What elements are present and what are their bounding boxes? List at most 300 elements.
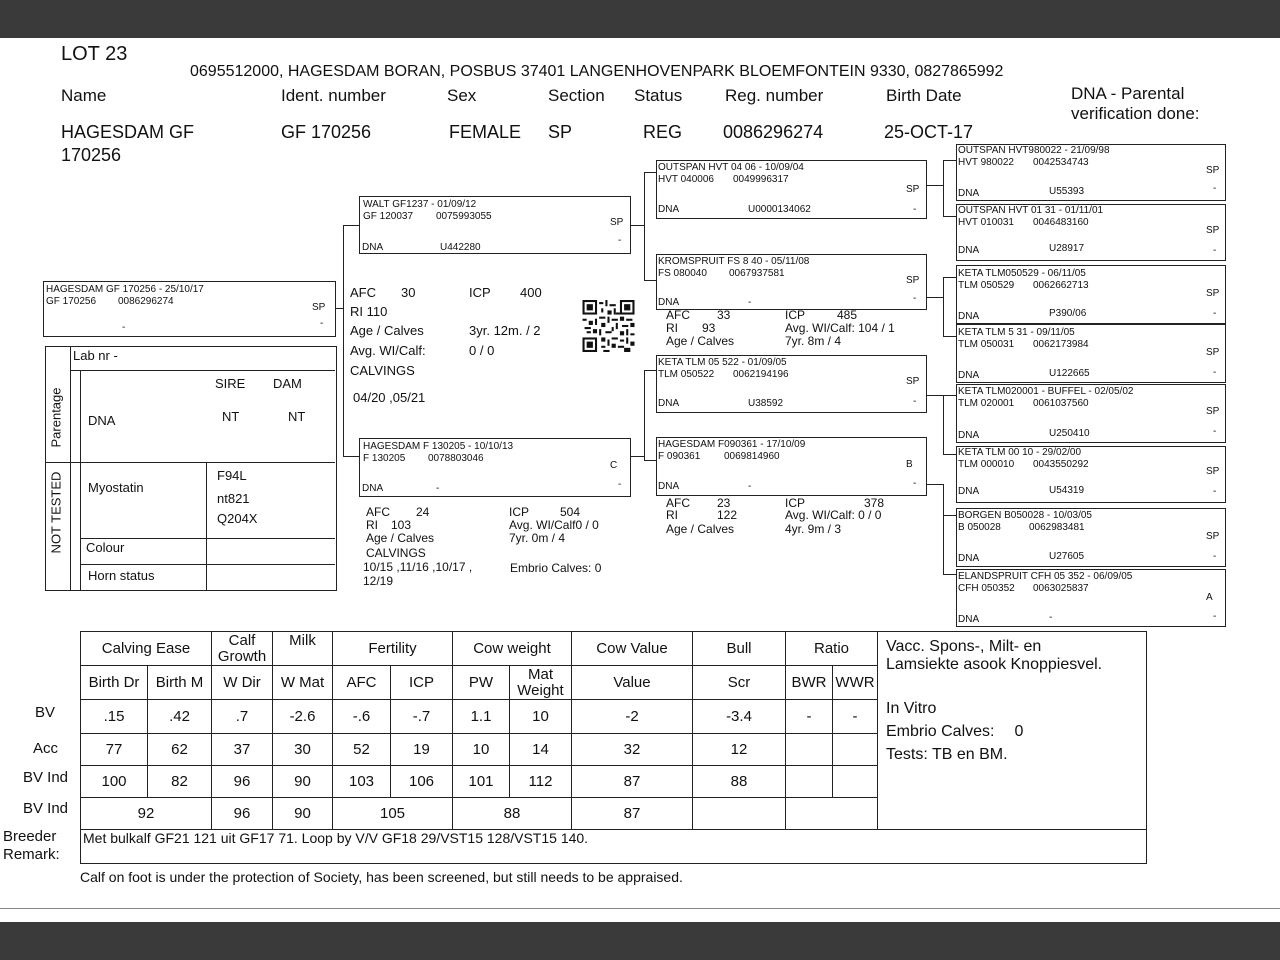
group-calving-ease: Calving Ease xyxy=(81,632,212,666)
col-scr: Scr xyxy=(693,666,786,700)
bvind-cell: 112 xyxy=(510,766,572,798)
dam-box xyxy=(359,438,631,497)
bv-cell: .15 xyxy=(81,700,148,734)
notes-embrio-label: Embrio Calves: xyxy=(886,723,995,740)
bvind2-cell: 90 xyxy=(273,798,333,830)
subject-calvings-label: CALVINGS xyxy=(350,363,415,378)
gp4-ri: 122 xyxy=(717,508,738,522)
ggp-section: SP xyxy=(1206,225,1220,236)
lab-divider xyxy=(70,370,335,371)
acc-cell xyxy=(786,734,833,766)
ggp-section: SP xyxy=(1206,466,1220,477)
bvind2-cell: 96 xyxy=(212,798,273,830)
gp-reg: 0049996317 xyxy=(733,174,789,185)
acc-cell: 52 xyxy=(333,734,391,766)
connector xyxy=(943,574,956,575)
gp2-ri-label: RI xyxy=(666,321,678,335)
ggp-dash: - xyxy=(1213,426,1217,437)
connector xyxy=(343,225,344,457)
animal-ident: GF 170256 xyxy=(281,122,372,142)
gp4-icp-label: ICP xyxy=(785,496,806,510)
gp-reg: 0067937581 xyxy=(729,268,785,279)
lab-divider xyxy=(80,538,335,539)
connector xyxy=(644,172,656,173)
subject-age-label: Age / Calves xyxy=(350,323,424,338)
ggp-reg: 0061037560 xyxy=(1033,398,1089,409)
header-dna-1: DNA - Parental xyxy=(1071,84,1185,103)
notes-invitro: In Vitro xyxy=(886,700,937,717)
breeder-remark: Met bulkalf GF21 121 uit GF17 71. Loop by V/V GF18 29/VST15 128/VST15 140. xyxy=(81,830,1147,864)
group-calf-growth: Calf Growth xyxy=(212,632,273,666)
dam-wi: Avg. WI/Calf0 / 0 xyxy=(509,518,599,532)
connector xyxy=(925,484,943,485)
ggp-dna-id: - xyxy=(1049,612,1053,623)
bvind-cell: 82 xyxy=(148,766,212,798)
ggp-dna-label: DNA xyxy=(958,430,980,441)
header-name: Name xyxy=(61,86,107,105)
row-label-bvind: BV Ind xyxy=(23,769,69,786)
ggp-section: SP xyxy=(1206,288,1220,299)
lab-nt821: nt821 xyxy=(217,491,250,506)
bvind-cell: 100 xyxy=(81,766,148,798)
gp-reg: 0062194196 xyxy=(733,369,789,380)
header-dna-2: verification done: xyxy=(1071,104,1200,123)
col-bwr: BWR xyxy=(786,666,833,700)
lab-divider xyxy=(80,370,81,590)
col-afc: AFC xyxy=(333,666,391,700)
bvind-cell xyxy=(786,766,833,798)
group-cow-weight: Cow weight xyxy=(453,632,572,666)
animal-name-2: 170256 xyxy=(61,145,122,165)
subject-age: 3yr. 12m. / 2 xyxy=(469,323,541,338)
connector xyxy=(644,280,656,281)
bvind2-cell xyxy=(693,798,786,830)
gp-dna-id: U38592 xyxy=(748,398,784,409)
bv-cell: 1.1 xyxy=(453,700,510,734)
ggp-dash: - xyxy=(1213,611,1217,622)
lab-divider xyxy=(45,462,335,463)
ggp-dna-label: DNA xyxy=(958,188,980,199)
col-mat-weight: Mat Weight xyxy=(510,666,572,700)
header-section: Section xyxy=(548,86,605,105)
row-label-bvind2: BV Ind xyxy=(23,800,69,817)
bv-cell: -.6 xyxy=(333,700,391,734)
acc-cell: 19 xyxy=(391,734,453,766)
col-w-mat: W Mat xyxy=(273,666,333,700)
ggp-reg: 0063025837 xyxy=(1033,583,1089,594)
lab-number: Lab nr - xyxy=(73,348,118,363)
acc-cell: 37 xyxy=(212,734,273,766)
not-tested-label: NOT TESTED xyxy=(48,471,64,554)
gp-dash: - xyxy=(913,204,917,215)
group-ratio: Ratio xyxy=(786,632,878,666)
animal-birth: 25-OCT-17 xyxy=(884,122,974,142)
gp4-wi: Avg. WI/Calf: 0 / 0 xyxy=(785,508,882,522)
gp-dna-label: DNA xyxy=(658,481,680,492)
row-label-acc: Acc xyxy=(33,740,59,757)
connector xyxy=(629,225,644,226)
ggp-ident: TLM 020001 xyxy=(958,398,1015,409)
ggp-dna-label: DNA xyxy=(958,486,980,497)
notes-embrio: 0 xyxy=(1014,723,1024,740)
dam-ident: F 130205 xyxy=(363,453,406,464)
bvind2-cell xyxy=(786,798,878,830)
gp-ident: HVT 040006 xyxy=(658,174,714,185)
gp-dna-id: - xyxy=(748,297,752,308)
gp2-icp: 485 xyxy=(837,308,858,322)
footer-note: Calf on foot is under the protection of Society, has been screened, but still needs to be appraised. xyxy=(80,869,683,885)
ggp-dash: - xyxy=(1213,245,1217,256)
header-sex: Sex xyxy=(447,86,477,105)
connector xyxy=(943,160,956,161)
grandparent-box xyxy=(656,254,927,310)
bvind-cell: 101 xyxy=(453,766,510,798)
subject-icp: 400 xyxy=(520,285,542,300)
great-grandparent-box xyxy=(956,265,1226,324)
great-grandparent-box xyxy=(956,508,1226,567)
dam-reg: 0078803046 xyxy=(428,453,484,464)
header-status: Status xyxy=(634,86,683,105)
lab-divider xyxy=(70,346,71,590)
footer-divider xyxy=(0,908,1280,909)
ggp-dna-id: U27605 xyxy=(1049,551,1085,562)
great-grandparent-box xyxy=(956,446,1226,503)
grandparent-box xyxy=(656,437,927,496)
gp-dna-id: - xyxy=(748,481,752,492)
ggp-dna-label: DNA xyxy=(958,311,980,322)
dam-afc-label: AFC xyxy=(366,505,390,519)
acc-cell: 30 xyxy=(273,734,333,766)
gp2-age: 7yr. 8m / 4 xyxy=(785,334,842,348)
bv-cell: 10 xyxy=(510,700,572,734)
subject-icp-label: ICP xyxy=(469,285,491,300)
gp-section: SP xyxy=(906,376,920,387)
subject-afc-label: AFC xyxy=(350,285,376,300)
sire-reg: 0075993055 xyxy=(436,211,492,222)
lab-nt-dam: NT xyxy=(288,409,306,424)
subject-box-dash: - xyxy=(320,318,324,329)
connector xyxy=(943,395,956,396)
bvind2-cell: 87 xyxy=(572,798,693,830)
ggp-reg: 0062173984 xyxy=(1033,339,1089,350)
breeder-remark-label-2: Remark: xyxy=(3,846,60,863)
bvind-cell: 96 xyxy=(212,766,273,798)
gp-title: KROMSPRUIT FS 8 40 - 05/11/08 xyxy=(658,256,810,267)
ggp-dna-label: DNA xyxy=(958,614,980,625)
breeder-address: 0695512000, HAGESDAM BORAN, POSBUS 37401 LANGENHOVENPARK BLOEMFONTEIN 9330, 0827865992 xyxy=(190,63,1004,80)
gp-dash: - xyxy=(913,478,917,489)
animal-section: SP xyxy=(548,122,573,142)
connector xyxy=(943,160,944,217)
acc-cell: 10 xyxy=(453,734,510,766)
acc-cell: 12 xyxy=(693,734,786,766)
gp2-afc: 33 xyxy=(717,308,731,322)
ggp-ident: CFH 050352 xyxy=(958,583,1015,594)
gp-dna-label: DNA xyxy=(658,204,680,215)
connector xyxy=(943,515,956,516)
bv-cell: -2.6 xyxy=(273,700,333,734)
ggp-section: SP xyxy=(1206,347,1220,358)
sire-title: WALT GF1237 - 01/09/12 xyxy=(363,199,477,210)
ggp-ident: B 050028 xyxy=(958,522,1001,533)
gp-title: KETA TLM 05 522 - 01/09/05 xyxy=(658,357,787,368)
subject-wi: 0 / 0 xyxy=(469,343,495,358)
ggp-reg: 0062983481 xyxy=(1029,522,1085,533)
gp-dna-label: DNA xyxy=(658,398,680,409)
gp-section: B xyxy=(906,459,913,470)
bv-cell: - xyxy=(833,700,878,734)
ggp-section: SP xyxy=(1206,531,1220,542)
ggp-section: SP xyxy=(1206,406,1220,417)
grandparent-box xyxy=(656,355,927,413)
ggp-dna-label: DNA xyxy=(958,245,980,256)
subject-pedigree-box xyxy=(43,281,336,337)
ggp-dna-id: U28917 xyxy=(1049,243,1085,254)
ggp-title: BORGEN B050028 - 10/03/05 xyxy=(958,510,1092,521)
dam-section: C xyxy=(610,460,618,471)
connector xyxy=(644,172,645,280)
connector xyxy=(943,277,944,337)
col-birth-m: Birth M xyxy=(148,666,212,700)
lab-nt-sire: NT xyxy=(222,409,240,424)
subject-afc: 30 xyxy=(401,285,416,300)
gp-ident: F 090361 xyxy=(658,451,701,462)
group-fertility: Fertility xyxy=(333,632,453,666)
gp-title: OUTSPAN HVT 04 06 - 10/09/04 xyxy=(658,162,804,173)
dam-calvings-2: 12/19 xyxy=(363,574,394,588)
ggp-dash: - xyxy=(1213,551,1217,562)
connector xyxy=(343,456,359,457)
subject-box-dash2: - xyxy=(122,322,126,333)
ggp-title: KETA TLM050529 - 06/11/05 xyxy=(958,268,1086,279)
dam-icp: 504 xyxy=(560,505,581,519)
ggp-dash: - xyxy=(1213,308,1217,319)
ggp-ident: TLM 050529 xyxy=(958,280,1015,291)
bv-cell: - xyxy=(786,700,833,734)
gp2-afc-label: AFC xyxy=(666,308,690,322)
bottom-bar xyxy=(0,922,1280,960)
subject-box-reg: 0086296274 xyxy=(118,296,174,307)
bv-cell: .7 xyxy=(212,700,273,734)
connector xyxy=(943,454,956,455)
lab-dna: DNA xyxy=(88,413,116,428)
acc-cell: 32 xyxy=(572,734,693,766)
ggp-title: ELANDSPRUIT CFH 05 352 - 06/09/05 xyxy=(958,571,1133,582)
bv-cell: -2 xyxy=(572,700,693,734)
connector xyxy=(943,216,956,217)
group-bull: Bull xyxy=(693,632,786,666)
dam-title: HAGESDAM F 130205 - 10/10/13 xyxy=(363,441,514,452)
header-ident: Ident. number xyxy=(281,86,386,105)
bvind-cell: 103 xyxy=(333,766,391,798)
acc-cell: 14 xyxy=(510,734,572,766)
sire-box xyxy=(359,196,631,254)
header-birth: Birth Date xyxy=(886,86,962,105)
dam-age-label: Age / Calves xyxy=(366,531,435,545)
bv-cell: -3.4 xyxy=(693,700,786,734)
parentage-label: Parentage xyxy=(48,387,64,448)
dam-embrio: Embrio Calves: 0 xyxy=(510,561,602,575)
gp-title: HAGESDAM F090361 - 17/10/09 xyxy=(658,439,806,450)
connector xyxy=(943,277,956,278)
lab-sire: SIRE xyxy=(215,376,246,391)
sire-ident: GF 120037 xyxy=(363,211,414,222)
lab-q204x: Q204X xyxy=(217,511,258,526)
animal-status: REG xyxy=(643,122,683,142)
lab-divider xyxy=(80,564,335,565)
grandparent-box xyxy=(656,160,927,219)
gp-ident: FS 080040 xyxy=(658,268,707,279)
ggp-title: KETA TLM 5 31 - 09/11/05 xyxy=(958,327,1075,338)
animal-reg: 0086296274 xyxy=(723,122,824,142)
great-grandparent-box xyxy=(956,144,1226,201)
gp2-age-label: Age / Calves xyxy=(666,334,735,348)
subject-box-section: SP xyxy=(312,302,326,313)
gp-dash: - xyxy=(913,293,917,304)
dam-age: 7yr. 0m / 4 xyxy=(509,531,566,545)
col-wwr: WWR xyxy=(833,666,878,700)
subject-box-ident: GF 170256 xyxy=(46,296,97,307)
gp4-age-label: Age / Calves xyxy=(666,522,735,536)
gp4-afc: 23 xyxy=(717,496,731,510)
sire-section: SP xyxy=(610,217,624,228)
ggp-dna-id: U55393 xyxy=(1049,186,1085,197)
col-pw: PW xyxy=(453,666,510,700)
ggp-dash: - xyxy=(1213,486,1217,497)
ggp-title: OUTSPAN HVT 01 31 - 01/11/01 xyxy=(958,205,1104,216)
gp-dna-label: DNA xyxy=(658,297,680,308)
bvind-cell: 106 xyxy=(391,766,453,798)
great-grandparent-box xyxy=(956,384,1226,443)
subject-ri: RI 110 xyxy=(350,304,388,319)
sire-dna-label: DNA xyxy=(362,242,384,253)
col-icp: ICP xyxy=(391,666,453,700)
gp-dna-id: U0000134062 xyxy=(748,204,811,215)
animal-name-1: HAGESDAM GF xyxy=(61,122,195,142)
dam-calvings-label: CALVINGS xyxy=(366,546,426,560)
subject-wi-label: Avg. WI/Calf: xyxy=(350,343,426,358)
ggp-ident: TLM 050031 xyxy=(958,339,1015,350)
animal-sex: FEMALE xyxy=(449,122,522,142)
gp2-ri: 93 xyxy=(702,321,716,335)
top-bar xyxy=(0,0,1280,38)
ggp-dash: - xyxy=(1213,183,1217,194)
great-grandparent-box xyxy=(956,569,1226,627)
ggp-reg: 0062662713 xyxy=(1033,280,1089,291)
lab-colour: Colour xyxy=(86,540,125,555)
bv-cell: .42 xyxy=(148,700,212,734)
lot-number: LOT 23 xyxy=(61,43,128,65)
connector xyxy=(925,395,943,396)
group-cow-value: Cow Value xyxy=(572,632,693,666)
bvind-cell: 88 xyxy=(693,766,786,798)
connector xyxy=(629,456,644,457)
ggp-dna-label: DNA xyxy=(958,553,980,564)
ggp-reg: 0042534743 xyxy=(1033,157,1089,168)
connector xyxy=(644,460,656,461)
dam-ri: 103 xyxy=(391,518,412,532)
lab-horn: Horn status xyxy=(88,568,155,583)
gp-section: SP xyxy=(906,184,920,195)
dam-afc: 24 xyxy=(416,505,430,519)
connector xyxy=(943,395,944,455)
breeder-remark-label: Breeder xyxy=(3,828,57,845)
connector xyxy=(943,484,944,574)
col-birth-dr: Birth Dr xyxy=(81,666,148,700)
connector xyxy=(925,297,943,298)
dam-dash: - xyxy=(618,479,622,490)
ggp-reg: 0046483160 xyxy=(1033,217,1089,228)
gp-section: SP xyxy=(906,275,920,286)
gp4-icp: 378 xyxy=(864,496,885,510)
ggp-dna-id: U122665 xyxy=(1049,368,1090,379)
bvind2-cell: 105 xyxy=(333,798,453,830)
subject-box-title: HAGESDAM GF 170256 - 25/10/17 xyxy=(46,284,204,295)
acc-cell: 62 xyxy=(148,734,212,766)
dam-dna-id: - xyxy=(436,483,440,494)
connector xyxy=(644,370,645,460)
gp-ident: TLM 050522 xyxy=(658,369,715,380)
great-grandparent-box xyxy=(956,204,1226,261)
qr-code xyxy=(582,300,635,352)
connector xyxy=(925,185,943,186)
ggp-section: SP xyxy=(1206,165,1220,176)
ggp-dash: - xyxy=(1213,367,1217,378)
acc-cell: 77 xyxy=(81,734,148,766)
lab-dam: DAM xyxy=(273,376,302,391)
bvind-cell: 90 xyxy=(273,766,333,798)
gp4-ri-label: RI xyxy=(666,508,678,522)
notes-vacc-2: Lamsiekte asook Knoppiesvel. xyxy=(886,656,1103,673)
ggp-dna-id: U54319 xyxy=(1049,485,1085,496)
connector xyxy=(943,336,956,337)
group-milk: Milk xyxy=(273,632,333,666)
ggp-ident: HVT 980022 xyxy=(958,157,1014,168)
connector xyxy=(335,308,343,309)
sire-dna-id: U442280 xyxy=(440,242,481,253)
gp-dash: - xyxy=(913,396,917,407)
notes-vacc-1: Vacc. Spons-, Milt- en xyxy=(886,638,1042,655)
gp4-afc-label: AFC xyxy=(666,496,690,510)
gp2-icp-label: ICP xyxy=(785,308,806,322)
col-w-dir: W Dir xyxy=(212,666,273,700)
bv-table xyxy=(80,631,1147,864)
gp4-age: 4yr. 9m / 3 xyxy=(785,522,842,536)
ggp-title: KETA TLM020001 - BUFFEL - 02/05/02 xyxy=(958,386,1134,397)
ggp-title: KETA TLM 00 10 - 29/02/00 xyxy=(958,447,1082,458)
gp-reg: 0069814960 xyxy=(724,451,780,462)
great-grandparent-box xyxy=(956,324,1226,383)
dam-dna-label: DNA xyxy=(362,483,384,494)
ggp-ident: TLM 000010 xyxy=(958,459,1015,470)
dam-icp-label: ICP xyxy=(509,505,530,519)
row-label-bv: BV xyxy=(35,704,56,721)
dam-ri-label: RI xyxy=(366,518,378,532)
header-reg: Reg. number xyxy=(725,86,824,105)
ggp-title: OUTSPAN HVT980022 - 21/09/98 xyxy=(958,145,1110,156)
sire-dash: - xyxy=(618,235,622,246)
ggp-dna-label: DNA xyxy=(958,370,980,381)
ggp-dna-id: U250410 xyxy=(1049,428,1090,439)
connector xyxy=(343,225,359,226)
bvind2-cell: 92 xyxy=(81,798,212,830)
lab-f94l: F94L xyxy=(217,468,247,483)
col-value: Value xyxy=(572,666,693,700)
ggp-dna-id: P390/06 xyxy=(1049,308,1087,319)
notes-cell xyxy=(878,632,1147,830)
ggp-section: A xyxy=(1206,592,1213,603)
bv-cell: -.7 xyxy=(391,700,453,734)
